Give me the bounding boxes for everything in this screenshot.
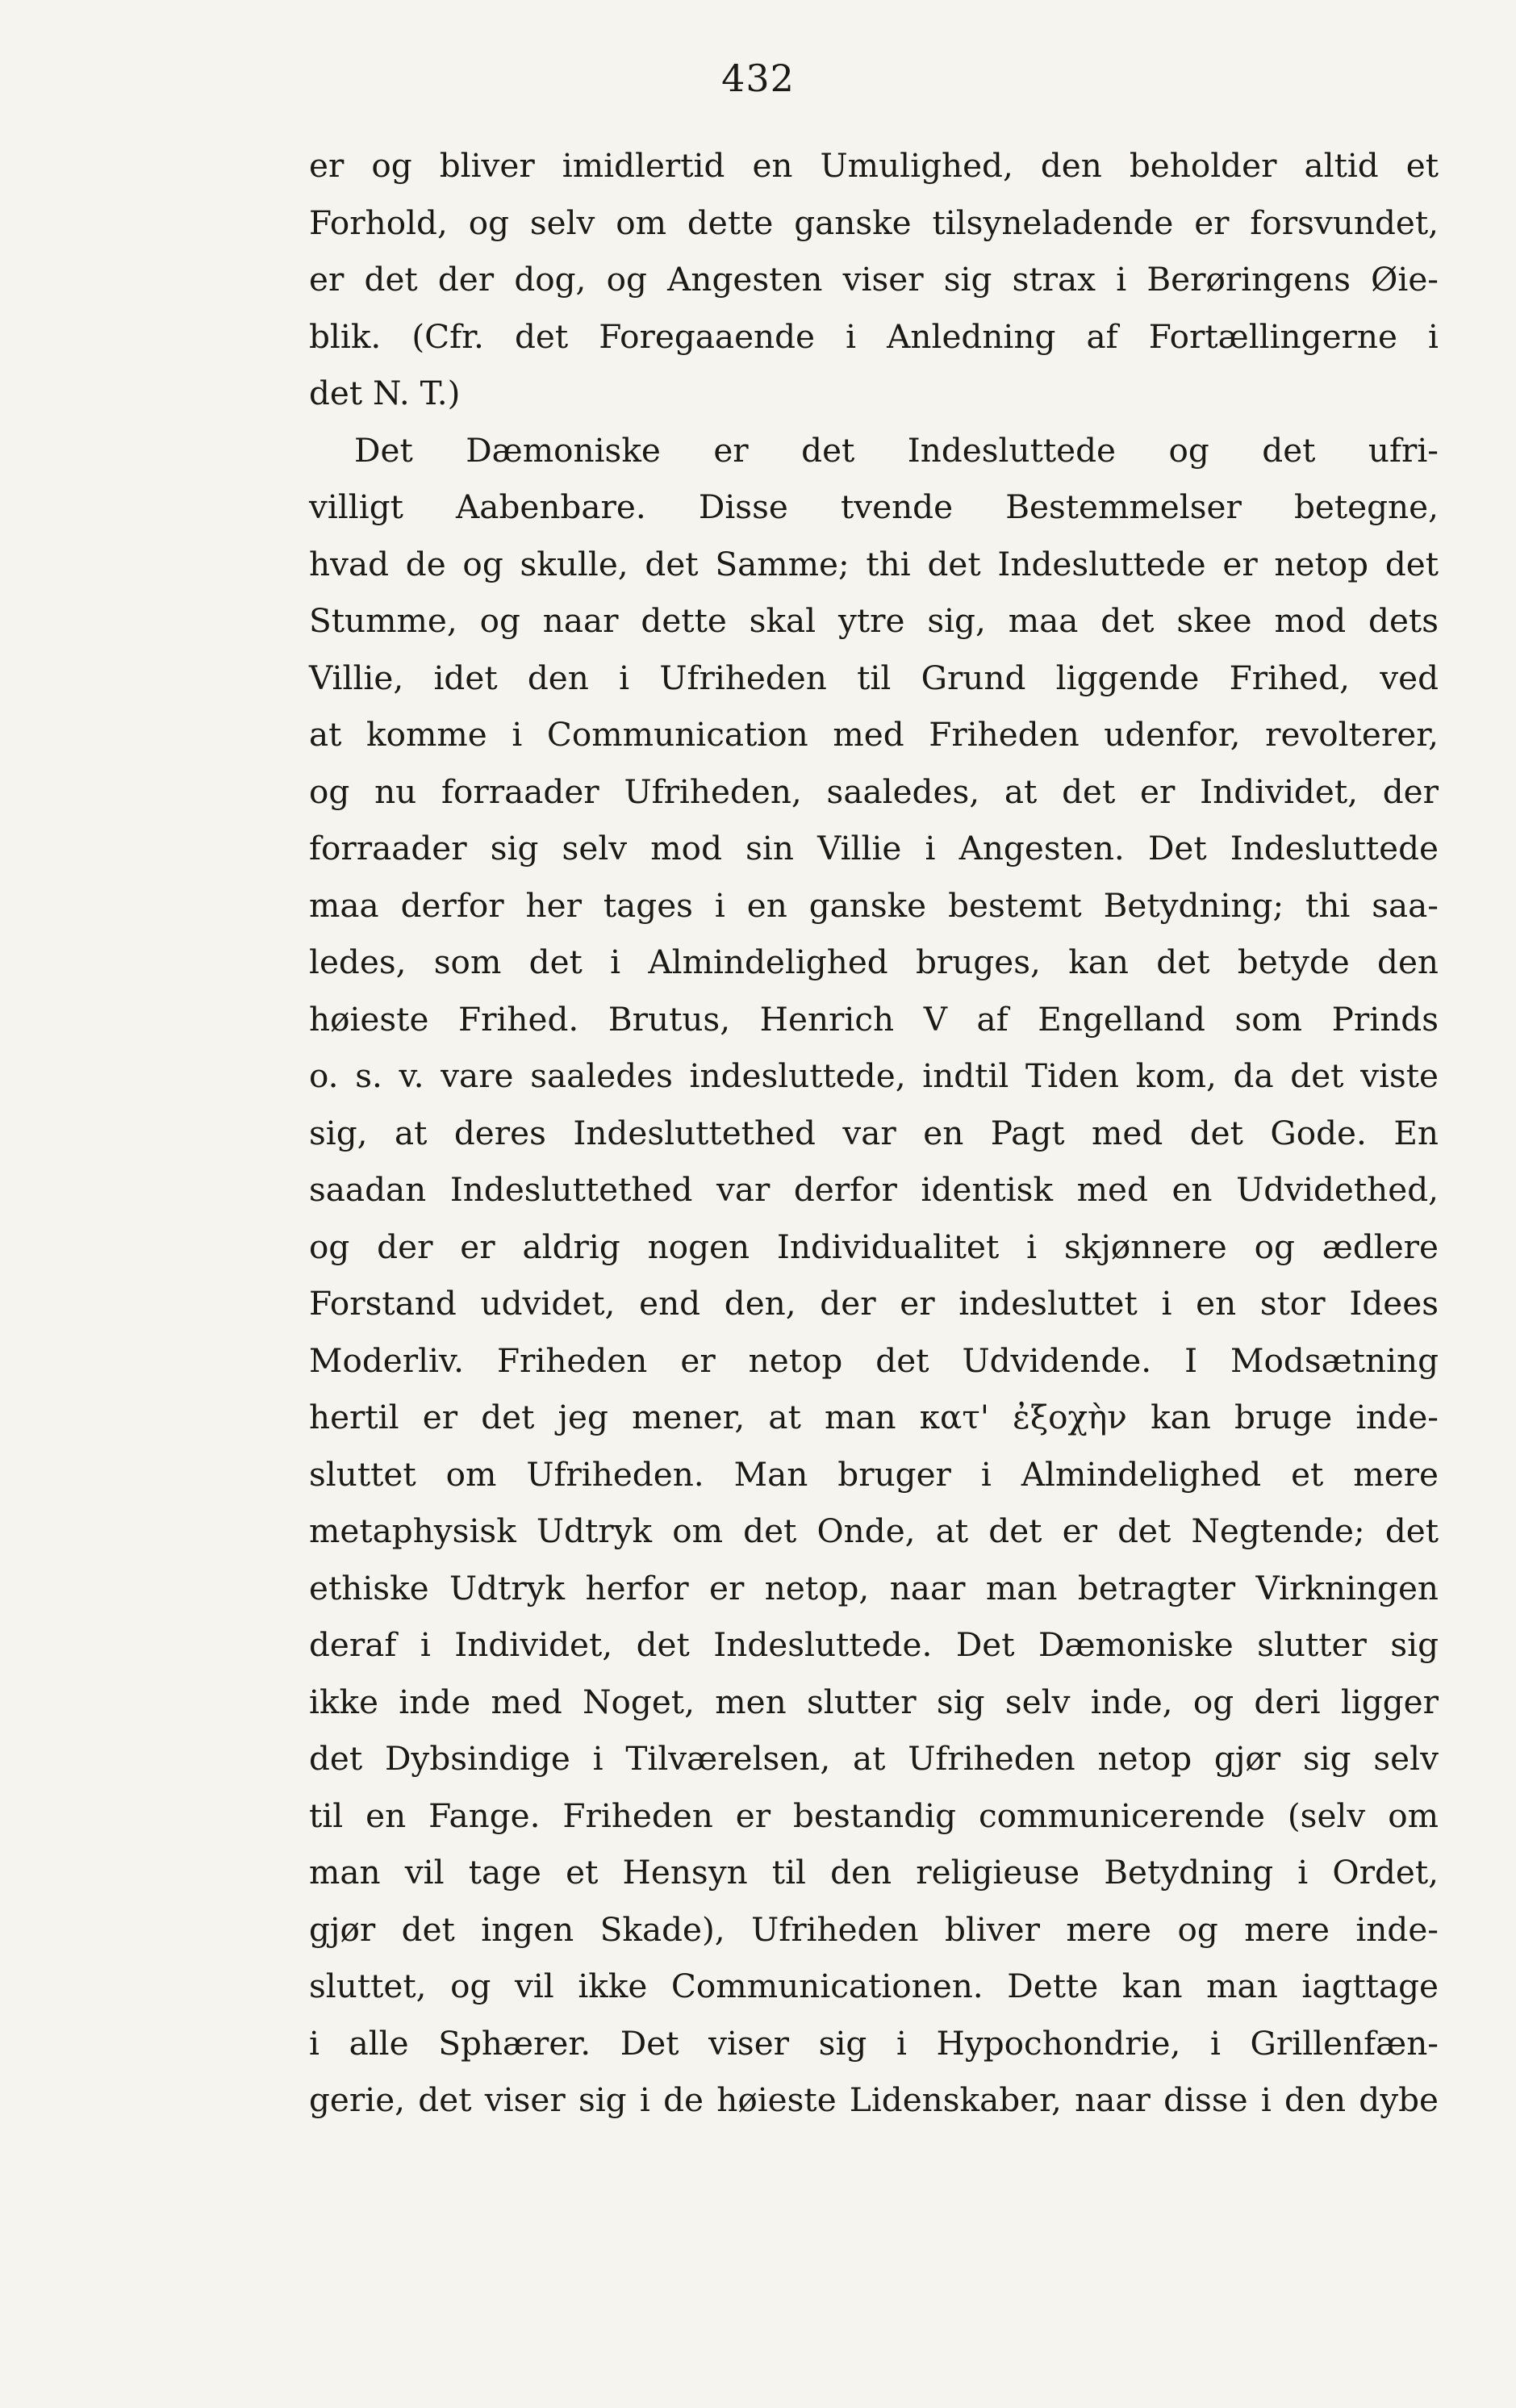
text-line: i alle Sphærer. Det viser sig i Hypochondrie, i Grillenfæn- bbox=[309, 2023, 1439, 2063]
text-line: det Dybsindige i Tilværelsen, at Ufriheden netop gjør sig selv bbox=[309, 1739, 1439, 1778]
text-line: er og bliver imidlertid en Umulighed, den beholder altid et bbox=[309, 146, 1439, 185]
text-line: blik. (Cfr. det Foregaaende i Anledning af Fortællingerne i bbox=[309, 316, 1439, 356]
text-line: sig, at deres Indesluttethed var en Pagt med det Gode. En bbox=[309, 1113, 1439, 1152]
text-line: og der er aldrig nogen Individualitet i skjønnere og ædlere bbox=[309, 1227, 1439, 1266]
text-line: maa derfor her tages i en ganske bestemt Betydning; thi saa- bbox=[309, 885, 1439, 925]
text-line: Det Dæmoniske er det Indesluttede og det ufri- bbox=[354, 430, 1439, 470]
text-line: forraader sig selv mod sin Villie i Angesten. Det Indesluttede bbox=[309, 829, 1439, 867]
text-line: saadan Indesluttethed var derfor identisk med en Udvidethed, bbox=[309, 1170, 1439, 1209]
text-line: metaphysisk Udtryk om det Onde, at det er det Negtende; det bbox=[309, 1511, 1439, 1550]
text-line: gerie, det viser sig i de høieste Lidenskaber, naar disse i den dybe bbox=[309, 2080, 1439, 2119]
text-line: det N. T.) bbox=[309, 374, 461, 412]
text-line: Moderliv. Friheden er netop det Udvidende. I Modsætning bbox=[309, 1340, 1439, 1380]
text-line: o. s. v. vare saaledes indesluttede, indtil Tiden kom, da det viste bbox=[309, 1056, 1439, 1095]
text-line: Villie, idet den i Ufriheden til Grund liggende Frihed, ved bbox=[309, 658, 1439, 697]
text-line: man vil tage et Hensyn til den religieuse Betydning i Ordet, bbox=[309, 1853, 1439, 1892]
text-line: villigt Aabenbare. Disse tvende Bestemmelser betegne, bbox=[309, 487, 1439, 526]
text-line: Forhold, og selv om dette ganske tilsyneladende er forsvundet, bbox=[309, 203, 1439, 242]
text-line: og nu forraader Ufriheden, saaledes, at det er Individet, der bbox=[309, 771, 1439, 811]
text-line: til en Fange. Friheden er bestandig communicerende (selv om bbox=[309, 1796, 1439, 1835]
text-line: høieste Frihed. Brutus, Henrich V af Engelland som Prinds bbox=[309, 999, 1439, 1039]
text-line: sluttet om Ufriheden. Man bruger i Almindelighed et mere bbox=[309, 1454, 1439, 1494]
text-line: at komme i Communication med Friheden udenfor, revolterer, bbox=[309, 715, 1439, 754]
body-text bbox=[309, 137, 1439, 2129]
text-line: hvad de og skulle, det Samme; thi det Indesluttede er netop det bbox=[309, 544, 1439, 583]
page-number: 432 bbox=[721, 56, 795, 100]
text-line: Stumme, og naar dette skal ytre sig, maa det skee mod dets bbox=[309, 601, 1439, 640]
text-line: ethiske Udtryk herfor er netop, naar man betragter Virkningen bbox=[309, 1568, 1439, 1607]
text-line: hertil er det jeg mener, at man κατ' ἐξοχὴν kan bruge inde- bbox=[309, 1398, 1439, 1436]
text-line: deraf i Individet, det Indesluttede. Det Dæmoniske slutter sig bbox=[309, 1625, 1439, 1664]
text-line: er det der dog, og Angesten viser sig strax i Berøringens Øie- bbox=[309, 260, 1439, 299]
text-line: sluttet, og vil ikke Communicationen. Dette kan man iagttage bbox=[309, 1967, 1439, 2005]
text-line: gjør det ingen Skade), Ufriheden bliver mere og mere inde- bbox=[309, 1909, 1439, 1949]
text-line: Forstand udvidet, end den, der er indesluttet i en stor Idees bbox=[309, 1284, 1439, 1323]
text-line: ledes, som det i Almindelighed bruges, kan det betyde den bbox=[309, 943, 1439, 981]
text-line: ikke inde med Noget, men slutter sig selv inde, og deri ligger bbox=[309, 1682, 1439, 1721]
